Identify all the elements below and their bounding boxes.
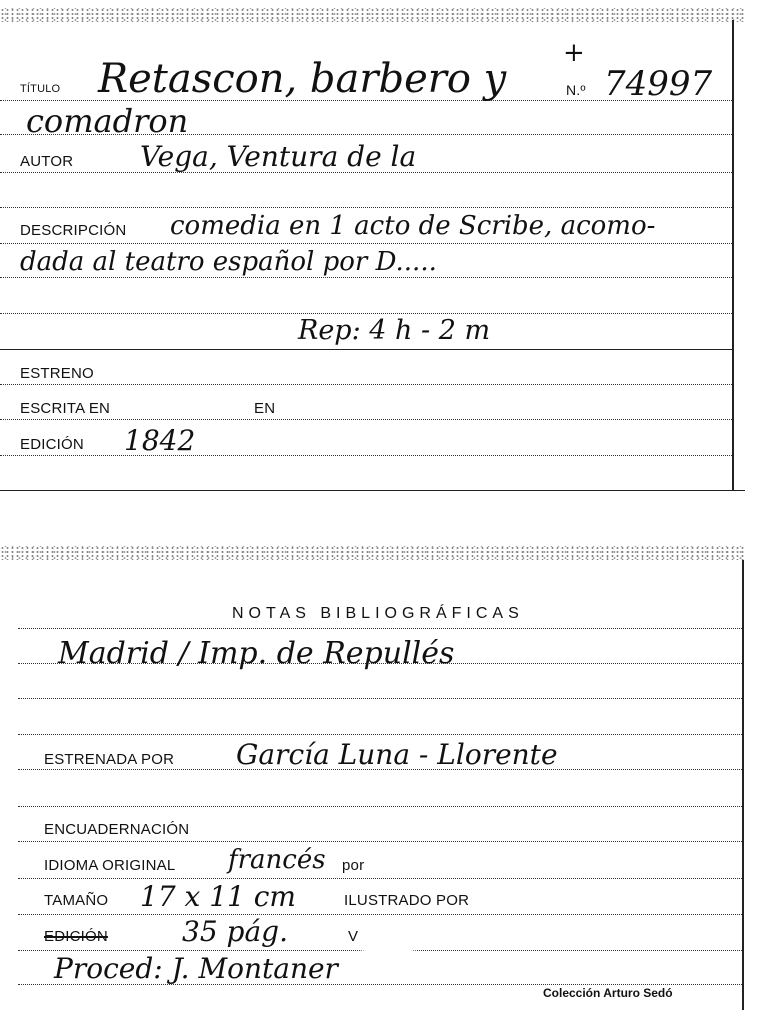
v-label: V [348, 928, 359, 945]
estreno-label: ESTRENO [20, 365, 94, 382]
erasure-mark [330, 393, 374, 405]
edicion-label: EDICIÓN [20, 436, 84, 453]
tamano-handwritten: 17 x 11 cm [140, 880, 296, 913]
numero-handwritten: 74997 [604, 64, 713, 104]
erasure-mark [366, 928, 410, 968]
rule [0, 349, 732, 350]
edicion-handwritten: 1842 [124, 424, 196, 457]
catalog-card-bottom [0, 540, 745, 1028]
erasure-mark [330, 430, 374, 442]
estrenada-por-handwritten: García Luna - Llorente [236, 738, 558, 771]
catalog-card-top [0, 0, 745, 495]
descripcion-label: DESCRIPCIÓN [20, 222, 127, 239]
numero-label: N.º [566, 82, 586, 98]
rule [18, 914, 742, 915]
idioma-handwritten: francés [228, 845, 326, 875]
card-right-edge [742, 560, 744, 1010]
escrita-en-label: ESCRITA EN [20, 400, 111, 417]
card-top-edge [0, 546, 745, 560]
rule [0, 207, 732, 208]
paginas-handwritten: 35 pág. [182, 915, 288, 948]
encuadernacion-label: ENCUADERNACIÓN [44, 821, 190, 838]
collection-footer: Colección Arturo Sedó [543, 986, 673, 1000]
rule [0, 243, 732, 244]
notas-heading: NOTAS BIBLIOGRÁFICAS [232, 605, 524, 622]
titulo-label: TÍTULO [20, 83, 61, 95]
card-top-edge [0, 8, 745, 22]
rule [18, 841, 742, 842]
notas-handwritten-line1: Madrid / Imp. de Repullés [58, 636, 455, 671]
edicion-struck-label: EDICIÓN [44, 928, 108, 945]
en-label: EN [254, 400, 276, 417]
rule [18, 734, 742, 735]
numero-cross-mark: + [563, 38, 585, 68]
rule [18, 878, 742, 879]
reparto-handwritten: Rep: 4 h - 2 m [298, 315, 491, 346]
por-label: por [342, 857, 365, 874]
rule [18, 806, 742, 807]
procedencia-handwritten: Proced: J. Montaner [54, 952, 338, 985]
rule [0, 277, 732, 278]
descripcion-handwritten-line1: comedia en 1 acto de Scribe, acomo- [170, 211, 656, 241]
rule [0, 455, 732, 456]
autor-label: AUTOR [20, 153, 74, 170]
titulo-handwritten-line2: comadron [26, 102, 189, 140]
idioma-original-label: IDIOMA ORIGINAL [44, 857, 176, 874]
descripcion-handwritten-line2: dada al teatro español por D..... [20, 247, 437, 277]
rule [18, 698, 742, 699]
card-right-edge [732, 20, 734, 490]
rule [0, 384, 732, 385]
rule [0, 490, 745, 491]
rule [0, 419, 732, 420]
rule [0, 313, 732, 314]
rule [18, 628, 742, 629]
titulo-handwritten-line1: Retascon, barbero y [98, 56, 507, 102]
tamano-label: TAMAÑO [44, 892, 109, 909]
estrenada-por-label: ESTRENADA POR [44, 751, 175, 768]
ilustrado-por-label: ILUSTRADO POR [344, 892, 470, 909]
autor-handwritten: Vega, Ventura de la [140, 140, 417, 173]
